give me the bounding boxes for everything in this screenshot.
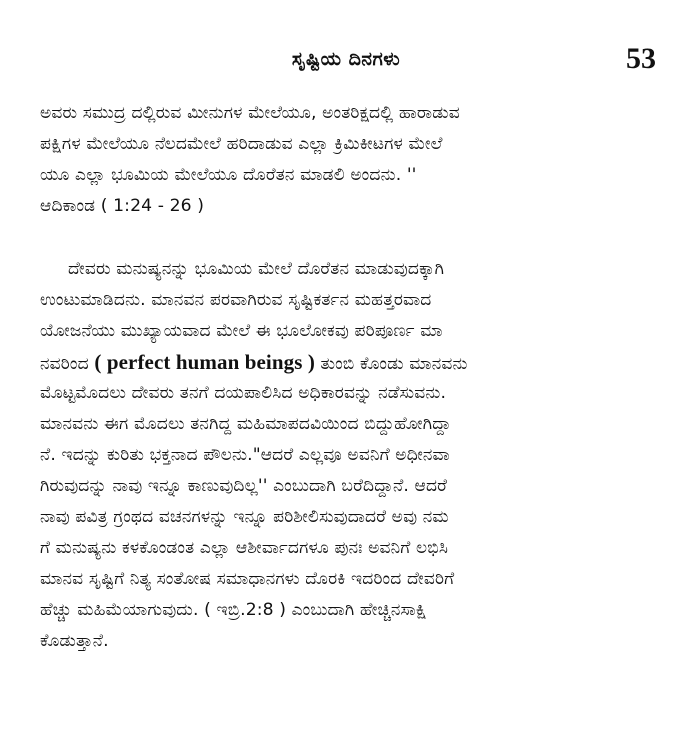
text-line: ಮೊಟ್ಟಮೊದಲು ದೇವರು ತನಗೆ ದಯಪಾಲಿಸಿದ ಅಧಿಕಾರವನ್ನು ನಡೆಸುವನು. [40, 383, 447, 403]
text-line: ಯೋಜನೆಯು ಮುಖ್ಯಾಯವಾದ ಮೇಲೆ ಈ ಭೂಲೋಕವು ಪರಿಪೂರ್ಣ ಮಾ [40, 321, 443, 341]
page-header [36, 42, 656, 82]
text-line: ಅವರು ಸಮುದ್ರ ದಲ್ಲಿರುವ ಮೀನುಗಳ ಮೇಲೆಯೂ, ಅಂತರಿಕ್ಷದಲ್ಲಿ ಹಾರಾಡುವ [40, 103, 460, 123]
text-line: ಉಂಟುಮಾಡಿದನು. ಮಾನವನ ಪರವಾಗಿರುವ ಸೃಷ್ಟಿಕರ್ತನ ಮಹತ್ತರವಾದ [40, 290, 432, 310]
text-line: ಮಾನವನು ಈಗ ಮೊದಲು ತನಗಿದ್ದ ಮಹಿಮಾಪದವಿಯಿಂದ ಬಿದ್ದುಹೋಗಿದ್ದಾ [40, 414, 452, 434]
verse-reference: ಆದಿಕಾಂಡ ( 1:24 - 26 ) [40, 196, 205, 216]
text-line: ಕೊಡುತ್ತಾನೆ. [40, 631, 109, 651]
text-line: ಗೆ ಮನುಷ್ಯನು ಕಳಕೊಂಡಂತ ಎಲ್ಲಾ ಆಶೀರ್ವಾದಗಳೂ ಪುನಃ ಅವನಿಗೆ ಲಭಿಸಿ [40, 538, 449, 558]
text-line: ಮಾನವ ಸೃಷ್ಟಿಗೆ ನಿತ್ಯ ಸಂತೋಷ ಸಮಾಧಾನಗಳು ದೊರಕಿ ಇದರಿಂದ ದೇವರಿಗೆ [40, 569, 455, 589]
text-fragment: ತುಂಬಿ ಕೊಂಡು ಮಾನವನು [320, 354, 468, 374]
page-number: 53 [626, 42, 656, 75]
text-line-mixed [40, 347, 660, 378]
text-line: ದೇವರು ಮನುಷ್ಯನನ್ನು ಭೂಮಿಯ ಮೇಲೆ ದೊರೆತನ ಮಾಡುವುದಕ್ಕಾಗಿ [68, 259, 445, 279]
paragraph-1 [40, 98, 660, 222]
running-title: ಸೃಷ್ಟಿಯ ದಿನಗಳು [291, 48, 401, 70]
paragraph-2 [40, 254, 660, 657]
text-line: ನೆ. ಇದನ್ನು ಕುರಿತು ಭಕ್ತನಾದ ಪೌಲನು."ಆದರೆ ಎಲ್ಲವೂ ಅವನಿಗೆ ಅಧೀನವಾ [40, 445, 450, 465]
text-line: ಯೂ ಎಲ್ಲಾ ಭೂಮಿಯ ಮೇಲೆಯೂ ದೊರೆತನ ಮಾಡಲಿ ಅಂದನು. '' [40, 165, 417, 185]
text-line: ಪಕ್ಷಿಗಳ ಮೇಲೆಯೂ ನೆಲದಮೇಲೆ ಹರಿದಾಡುವ ಎಲ್ಲಾ ಕ್ರಿಮಿಕೀಟಗಳ ಮೇಲೆ [40, 134, 443, 154]
text-line: ನಾವು ಪವಿತ್ರ ಗ್ರಂಥದ ವಚನಗಳನ್ನು ಇನ್ನೂ ಪರಿಶೀಲಿಸುವುದಾದರೆ ಅವು ನಮ [40, 507, 449, 527]
text-line: ಗಿರುವುದನ್ನು ನಾವು ಇನ್ನೂ ಕಾಣುವುದಿಲ್ಲ'' ಎಂಬುದಾಗಿ ಬರೆದಿದ್ದಾನೆ. ಆದರೆ [40, 476, 448, 496]
text-line: ಹೆಚ್ಚು ಮಹಿಮೆಯಾಗುವುದು. ( ಇಬ್ರಿ.2:8 ) ಎಂಬುದಾಗಿ ಹೇಚ್ಚಿನಸಾಕ್ಷಿ [40, 600, 427, 620]
english-phrase: ( perfect human beings ) [94, 350, 315, 374]
text-fragment: ನವರಿಂದ [40, 354, 89, 374]
